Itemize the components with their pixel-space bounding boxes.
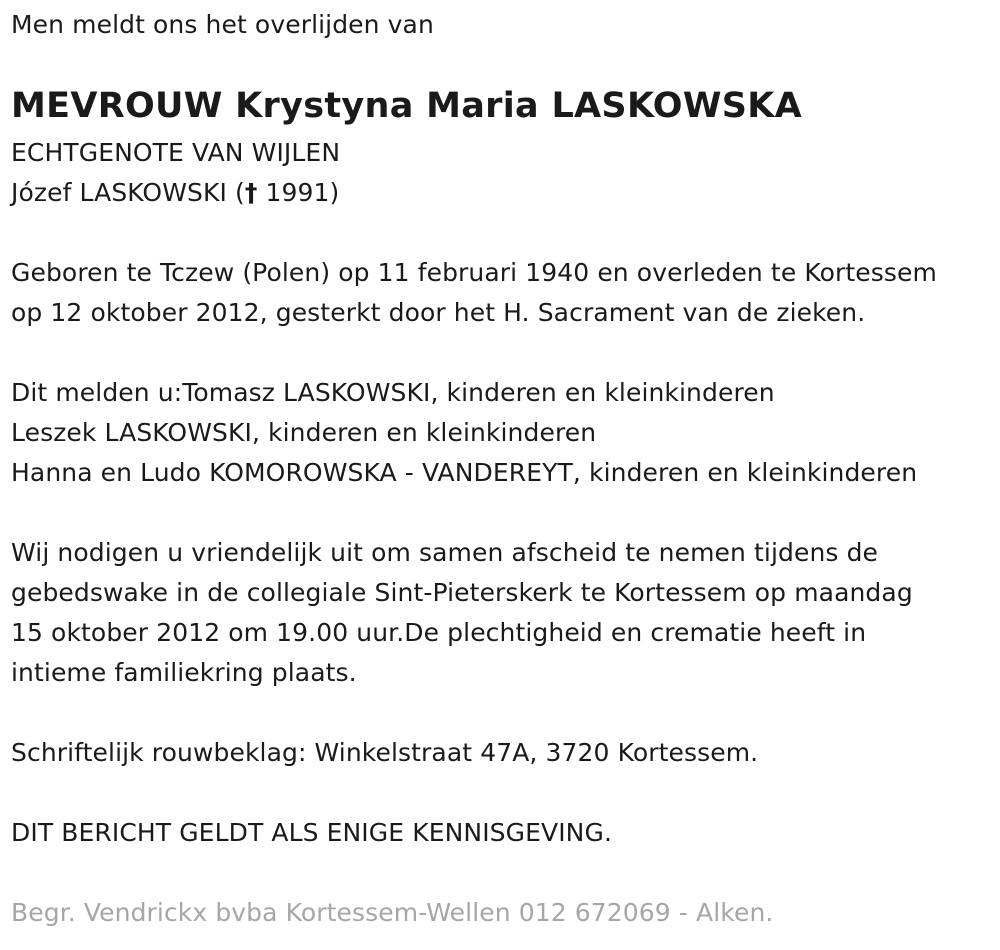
- spouse-death-year: 1991): [257, 178, 340, 207]
- birth-death-paragraph: [11, 253, 937, 333]
- intro-text: Men meldt ons het overlijden van: [11, 10, 434, 39]
- announcer-line: Dit melden u:Tomasz LASKOWSKI, kinderen en kleinkinderen: [11, 378, 775, 407]
- paragraph-line: op 12 oktober 2012, gesterkt door het H. Sacrament van de zieken.: [11, 298, 866, 327]
- notice-text: DIT BERICHT GELDT ALS ENIGE KENNISGEVING.: [11, 818, 612, 847]
- deceased-name: MEVROUW Krystyna Maria LASKOWSKA: [11, 86, 803, 126]
- announcer-line: Leszek LASKOWSKI, kinderen en kleinkinderen: [11, 418, 597, 447]
- paragraph-line: gebedswake in de collegiale Sint-Pieterskerk te Kortessem op maandag: [11, 578, 913, 607]
- invitation-paragraph: [11, 533, 913, 693]
- spouse-name: [11, 173, 339, 213]
- announcer-line: Hanna en Ludo KOMOROWSKA - VANDEREYT, kinderen en kleinkinderen: [11, 458, 918, 487]
- paragraph-line: intieme familiekring plaats.: [11, 658, 357, 687]
- condolence-address: Schriftelijk rouwbeklag: Winkelstraat 47A, 3720 Kortessem.: [11, 738, 759, 767]
- cross-icon: †: [244, 178, 258, 207]
- funeral-home-footer: Begr. Vendrickx bvba Kortessem-Wellen 012 672069 - Alken.: [11, 898, 774, 927]
- paragraph-line: 15 oktober 2012 om 19.00 uur.De plechtigheid en crematie heeft in: [11, 618, 867, 647]
- spouse-label: ECHTGENOTE VAN WIJLEN: [11, 138, 341, 167]
- paragraph-line: Geboren te Tczew (Polen) op 11 februari 1940 en overleden te Kortessem: [11, 258, 937, 287]
- announcers-list: [11, 373, 917, 493]
- spouse-name-prefix: Józef LASKOWSKI (: [11, 178, 245, 207]
- paragraph-line: Wij nodigen u vriendelijk uit om samen afscheid te nemen tijdens de: [11, 538, 879, 567]
